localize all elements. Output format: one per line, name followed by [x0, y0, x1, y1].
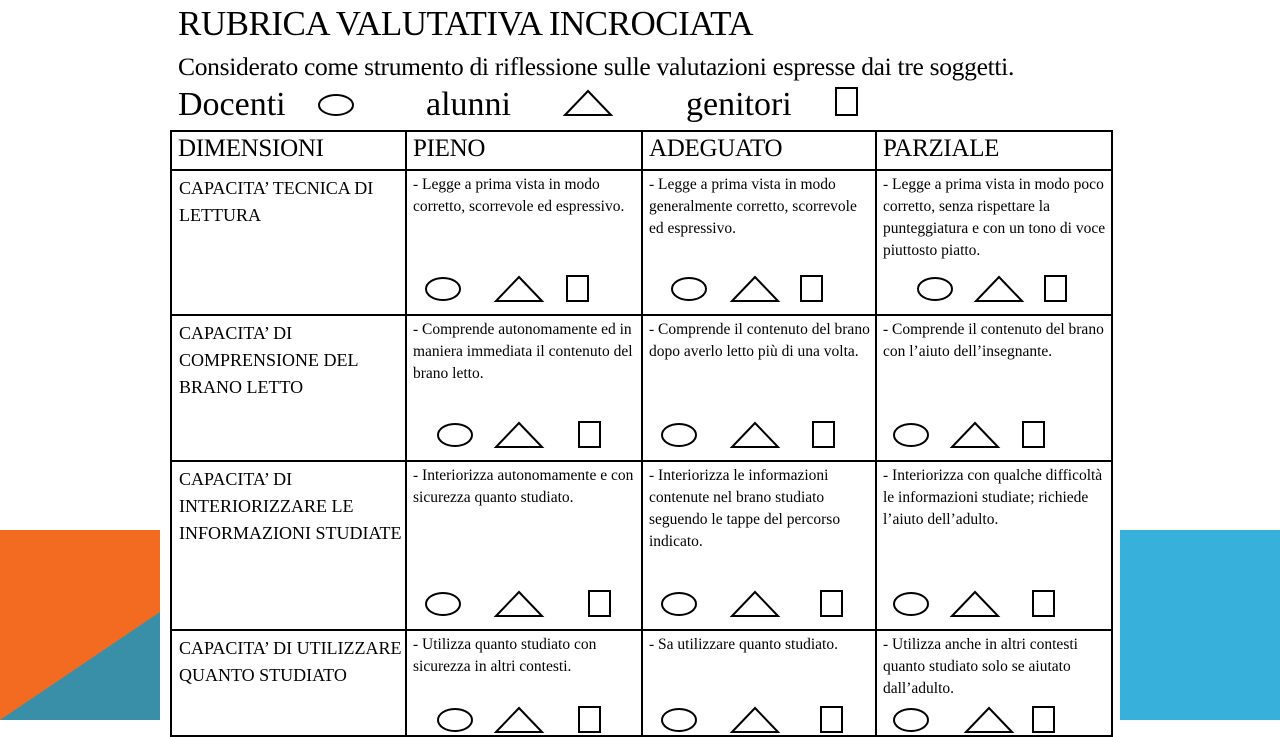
- circle-icon: [891, 420, 931, 450]
- square-icon: [577, 705, 603, 735]
- triangle-icon: [493, 420, 545, 450]
- legend: [178, 86, 898, 130]
- parziale-description: - Legge a prima vista in modo poco corretto, senza rispettare la punteggiatura e con un tono di voce piuttosto piatto.: [883, 176, 1106, 259]
- square-icon: [1021, 420, 1047, 450]
- dimension-cell: CAPACITA’ DI COMPRENSIONE DEL BRANO LETTO: [171, 315, 406, 461]
- pieno-description: - Interiorizza autonomamente e con sicurezza quanto studiato.: [413, 467, 634, 506]
- header-pieno: PIENO: [406, 131, 642, 170]
- triangle-icon: [493, 274, 545, 304]
- circle-icon: [659, 589, 699, 619]
- pieno-description: - Comprende autonomamente ed in maniera immediata il contenuto del brano letto.: [413, 321, 633, 382]
- triangle-icon: [729, 420, 781, 450]
- legend-docenti-label: Docenti: [178, 86, 286, 123]
- rating-marks: [643, 420, 875, 452]
- adeguato-description: - Sa utilizzare quanto studiato.: [649, 636, 838, 653]
- parziale-description: - Interiorizza con qualche difficoltà le informazioni studiate; richiede l’aiuto dell’adulto.: [883, 467, 1103, 528]
- pieno-description: - Legge a prima vista in modo corretto, scorrevole ed espressivo.: [413, 176, 625, 215]
- square-icon: [1043, 274, 1069, 304]
- rating-marks: [407, 705, 641, 737]
- table-row: [171, 315, 1112, 461]
- adeguato-cell: [642, 315, 876, 461]
- table-header-row: [171, 131, 1112, 170]
- dimension-cell: CAPACITA’ DI INTERIORIZZARE LE INFORMAZIONI STUDIATE: [171, 461, 406, 630]
- triangle-icon: [949, 420, 1001, 450]
- square-icon: [834, 86, 860, 118]
- parziale-description: - Utilizza anche in altri contesti quanto studiato solo se aiutato dall’adulto.: [883, 636, 1078, 697]
- square-icon: [1031, 705, 1057, 735]
- dimension-cell: CAPACITA’ DI UTILIZZARE QUANTO STUDIATO: [171, 630, 406, 736]
- adeguato-description: - Legge a prima vista in modo generalmente corretto, scorrevole ed espressivo.: [649, 176, 857, 237]
- circle-icon: [669, 274, 709, 304]
- header-dimensioni: DIMENSIONI: [171, 131, 406, 170]
- triangle-icon: [493, 705, 545, 735]
- rating-marks: [877, 274, 1111, 306]
- parziale-description: - Comprende il contenuto del brano con l’aiuto dell’insegnante.: [883, 321, 1104, 360]
- pieno-description: - Utilizza quanto studiato con sicurezza in altri contesti.: [413, 636, 597, 675]
- circle-icon: [891, 705, 931, 735]
- circle-icon: [659, 705, 699, 735]
- circle-icon: [891, 589, 931, 619]
- parziale-cell: [876, 170, 1112, 315]
- rating-marks: [407, 274, 641, 306]
- circle-icon: [659, 420, 699, 450]
- rubric-table: [170, 130, 1113, 737]
- table-row: [171, 461, 1112, 630]
- rating-marks: [877, 589, 1111, 621]
- header-adeguato: ADEGUATO: [642, 131, 876, 170]
- circle-icon: [915, 274, 955, 304]
- legend-genitori-label: genitori: [686, 86, 792, 123]
- rating-marks: [643, 274, 875, 306]
- dimension-cell: CAPACITA’ TECNICA DI LETTURA: [171, 170, 406, 315]
- rating-marks: [643, 589, 875, 621]
- circle-icon: [423, 274, 463, 304]
- triangle-icon: [729, 274, 781, 304]
- decorative-corner-right: [1120, 530, 1280, 720]
- triangle-icon: [493, 589, 545, 619]
- rating-marks: [407, 589, 641, 621]
- square-icon: [1031, 589, 1057, 619]
- pieno-cell: [406, 461, 642, 630]
- circle-icon: [435, 420, 475, 450]
- square-icon: [799, 274, 825, 304]
- triangle-icon: [562, 88, 614, 118]
- pieno-cell: [406, 170, 642, 315]
- triangle-icon: [729, 705, 781, 735]
- legend-alunni-label: alunni: [426, 86, 511, 123]
- square-icon: [819, 705, 845, 735]
- adeguato-cell: [642, 630, 876, 736]
- square-icon: [565, 274, 591, 304]
- parziale-cell: [876, 630, 1112, 736]
- parziale-cell: [876, 461, 1112, 630]
- adeguato-cell: [642, 170, 876, 315]
- circle-icon: [423, 589, 463, 619]
- adeguato-cell: [642, 461, 876, 630]
- rating-marks: [643, 705, 875, 737]
- table-row: [171, 170, 1112, 315]
- square-icon: [811, 420, 837, 450]
- rating-marks: [877, 420, 1111, 452]
- rating-marks: [877, 705, 1111, 737]
- pieno-cell: [406, 630, 642, 736]
- triangle-icon: [963, 705, 1015, 735]
- table-row: [171, 630, 1112, 736]
- page-subtitle: Considerato come strumento di riflessione sulle valutazioni espresse dai tre soggetti.: [178, 52, 1015, 81]
- triangle-icon: [973, 274, 1025, 304]
- square-icon: [819, 589, 845, 619]
- parziale-cell: [876, 315, 1112, 461]
- adeguato-description: - Comprende il contenuto del brano dopo averlo letto più di una volta.: [649, 321, 870, 360]
- pieno-cell: [406, 315, 642, 461]
- square-icon: [577, 420, 603, 450]
- adeguato-description: - Interiorizza le informazioni contenute nel brano studiato seguendo le tappe del percorso indicato.: [649, 467, 841, 550]
- triangle-icon: [729, 589, 781, 619]
- circle-icon: [435, 705, 475, 735]
- square-icon: [587, 589, 613, 619]
- decorative-corner-left: [0, 530, 160, 720]
- header-parziale: PARZIALE: [876, 131, 1112, 170]
- circle-icon: [316, 92, 356, 118]
- rating-marks: [407, 420, 641, 452]
- page-title: RUBRICA VALUTATIVA INCROCIATA: [178, 4, 753, 43]
- triangle-icon: [949, 589, 1001, 619]
